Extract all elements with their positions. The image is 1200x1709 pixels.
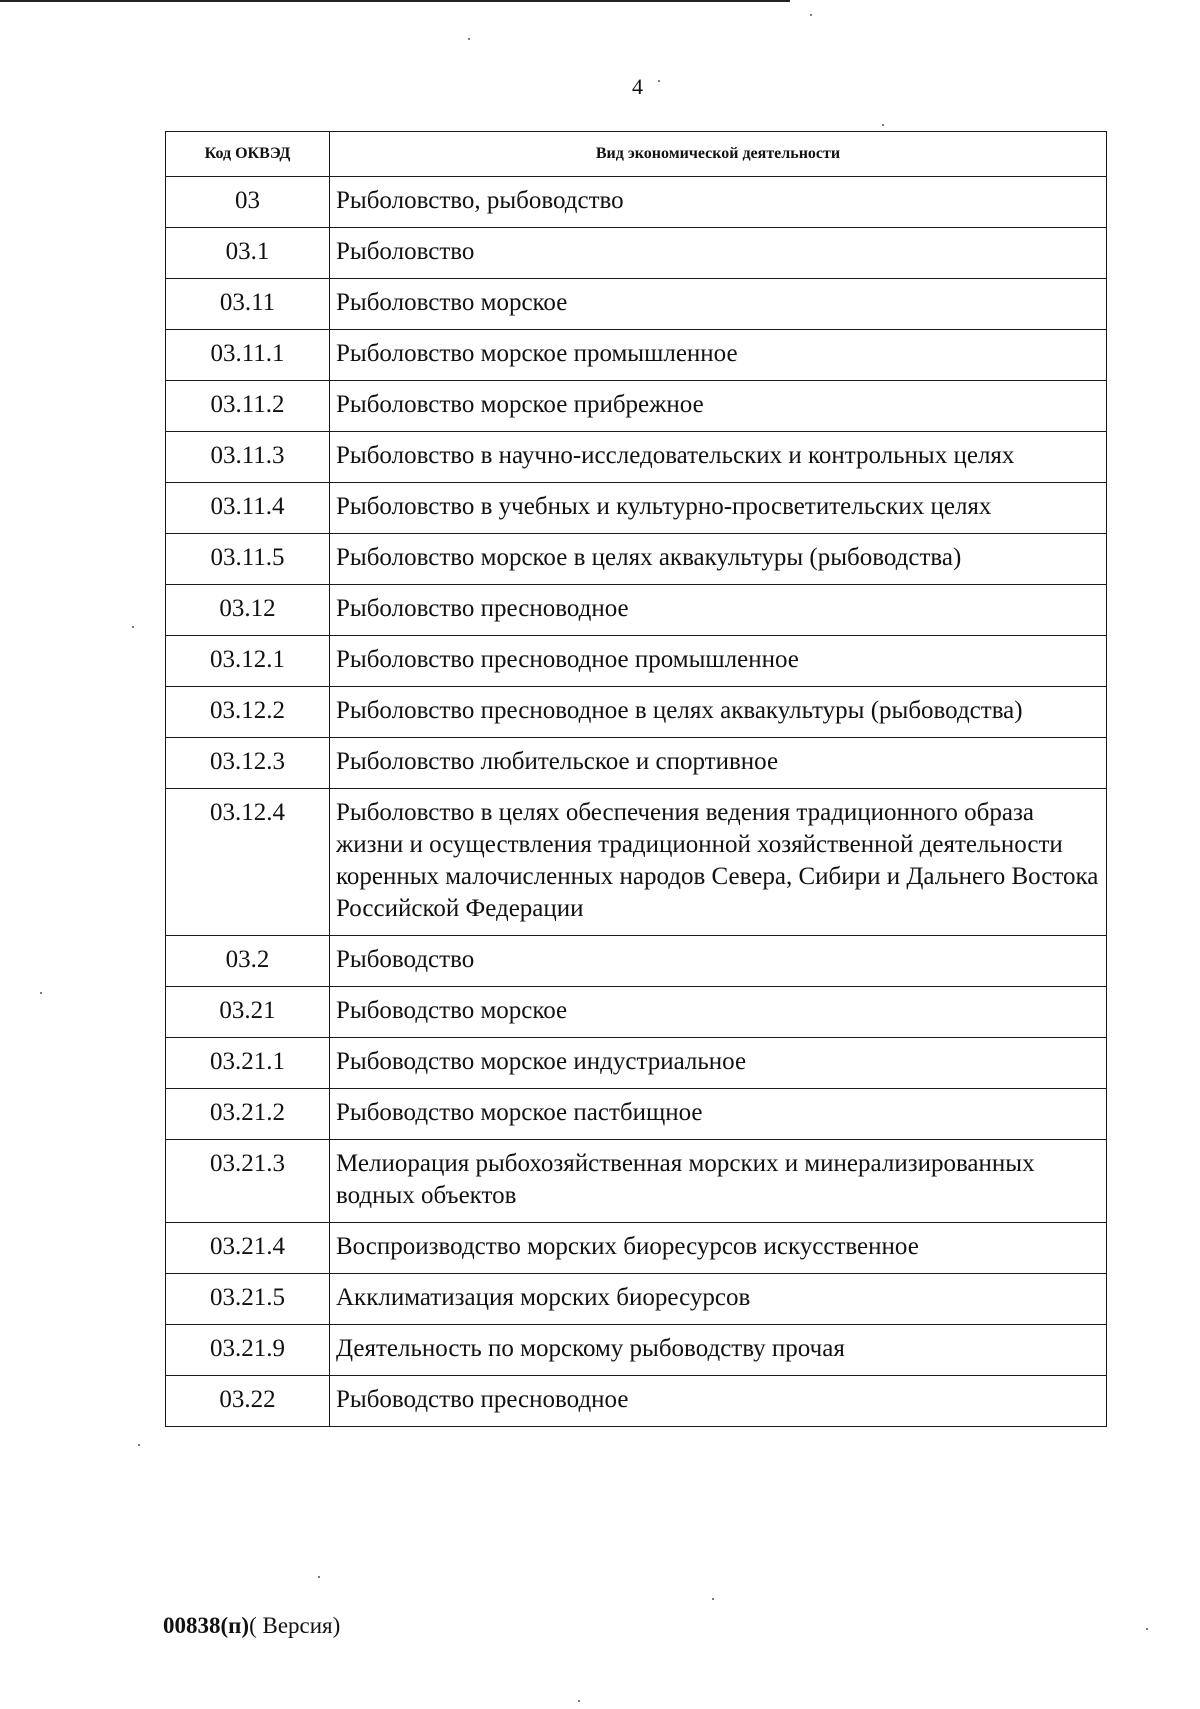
table-row xyxy=(166,1038,1107,1089)
table-row xyxy=(166,534,1107,585)
table-row xyxy=(166,585,1107,636)
activity-name-cell: Рыболовство пресноводное xyxy=(330,585,1107,636)
okved-code-cell: 03.22 xyxy=(166,1376,330,1427)
header-activity: Вид экономической деятельности xyxy=(330,132,1107,177)
activity-name-cell: Акклиматизация морских биоресурсов xyxy=(330,1274,1107,1325)
activity-name-cell: Мелиорация рыбохозяйственная морских и минерализированных водных объектов xyxy=(330,1140,1107,1223)
table-row xyxy=(166,1325,1107,1376)
activity-name-cell: Рыболовство в научно-исследовательских и контрольных целях xyxy=(330,432,1107,483)
okved-code-cell: 03.11.4 xyxy=(166,483,330,534)
okved-code-cell: 03 xyxy=(166,177,330,228)
activity-name-cell: Рыбоводство морское индустриальное xyxy=(330,1038,1107,1089)
table-row xyxy=(166,1274,1107,1325)
activity-name-cell: Деятельность по морскому рыбоводству прочая xyxy=(330,1325,1107,1376)
activity-name-cell: Рыбоводство морское пастбищное xyxy=(330,1089,1107,1140)
table-row xyxy=(166,177,1107,228)
okved-code-cell: 03.21.5 xyxy=(166,1274,330,1325)
activity-name-cell: Воспроизводство морских биоресурсов искусственное xyxy=(330,1223,1107,1274)
activity-name-cell: Рыболовство морское xyxy=(330,279,1107,330)
activity-name-cell: Рыболовство морское в целях аквакультуры (рыбоводства) xyxy=(330,534,1107,585)
table-row xyxy=(166,687,1107,738)
table-row xyxy=(166,1089,1107,1140)
table-row xyxy=(166,228,1107,279)
table-row xyxy=(166,279,1107,330)
okved-code-cell: 03.21.4 xyxy=(166,1223,330,1274)
table-row xyxy=(166,432,1107,483)
top-border-line xyxy=(0,0,790,2)
okved-code-cell: 03.21.1 xyxy=(166,1038,330,1089)
okved-code-cell: 03.12.4 xyxy=(166,789,330,936)
table-row xyxy=(166,381,1107,432)
okved-code-cell: 03.11 xyxy=(166,279,330,330)
okved-code-cell: 03.21.3 xyxy=(166,1140,330,1223)
activity-name-cell: Рыболовство, рыбоводство xyxy=(330,177,1107,228)
activity-name-cell: Рыбоводство xyxy=(330,936,1107,987)
okved-code-cell: 03.1 xyxy=(166,228,330,279)
okved-code-cell: 03.12.1 xyxy=(166,636,330,687)
table-header-row xyxy=(166,132,1107,177)
scan-speck xyxy=(658,80,660,82)
table-row xyxy=(166,936,1107,987)
scan-speck xyxy=(138,1444,140,1446)
page-number: 4 xyxy=(632,74,643,99)
activity-name-cell: Рыболовство в целях обеспечения ведения традиционного образа жизни и осуществления традиционной хозяйственной деятельности коренных малочисленных народов Севера, Сибири и Дальнего Востока Российской Федерации xyxy=(330,789,1107,936)
scan-speck xyxy=(882,124,884,126)
table-row xyxy=(166,1140,1107,1223)
table-row xyxy=(166,483,1107,534)
okved-code-cell: 03.11.5 xyxy=(166,534,330,585)
table-row xyxy=(166,987,1107,1038)
scan-speck xyxy=(318,1576,320,1578)
scan-speck xyxy=(578,1700,580,1702)
activity-name-cell: Рыболовство морское прибрежное xyxy=(330,381,1107,432)
activity-name-cell: Рыболовство пресноводное промышленное xyxy=(330,636,1107,687)
header-code: Код ОКВЭД xyxy=(166,132,330,177)
activity-name-cell: Рыболовство xyxy=(330,228,1107,279)
form-code: 00838(п) xyxy=(163,1613,250,1638)
activity-name-cell: Рыбоводство морское xyxy=(330,987,1107,1038)
table-row xyxy=(166,1223,1107,1274)
table-row xyxy=(166,636,1107,687)
okved-code-cell: 03.21 xyxy=(166,987,330,1038)
okved-code-cell: 03.12.3 xyxy=(166,738,330,789)
okved-code-cell: 03.21.9 xyxy=(166,1325,330,1376)
scan-speck xyxy=(712,1598,714,1600)
activity-name-cell: Рыболовство пресноводное в целях аквакультуры (рыбоводства) xyxy=(330,687,1107,738)
activity-name-cell: Рыболовство любительское и спортивное xyxy=(330,738,1107,789)
okved-code-cell: 03.12.2 xyxy=(166,687,330,738)
activity-name-cell: Рыболовство в учебных и культурно-просветительских целях xyxy=(330,483,1107,534)
scan-speck xyxy=(1146,1628,1148,1630)
okved-code-cell: 03.12 xyxy=(166,585,330,636)
okved-table xyxy=(165,131,1107,1427)
document-footer xyxy=(163,1613,340,1639)
version-label: ( Версия) xyxy=(249,1613,341,1638)
table-row xyxy=(166,330,1107,381)
scan-speck xyxy=(468,38,470,40)
activity-name-cell: Рыбоводство пресноводное xyxy=(330,1376,1107,1427)
okved-code-cell: 03.2 xyxy=(166,936,330,987)
okved-code-cell: 03.11.1 xyxy=(166,330,330,381)
scan-speck xyxy=(40,992,42,994)
table-row xyxy=(166,738,1107,789)
table-row xyxy=(166,1376,1107,1427)
activity-name-cell: Рыболовство морское промышленное xyxy=(330,330,1107,381)
table-row xyxy=(166,789,1107,936)
okved-code-cell: 03.11.3 xyxy=(166,432,330,483)
okved-code-cell: 03.11.2 xyxy=(166,381,330,432)
scan-speck xyxy=(810,14,812,16)
scan-speck xyxy=(132,626,134,628)
okved-code-cell: 03.21.2 xyxy=(166,1089,330,1140)
